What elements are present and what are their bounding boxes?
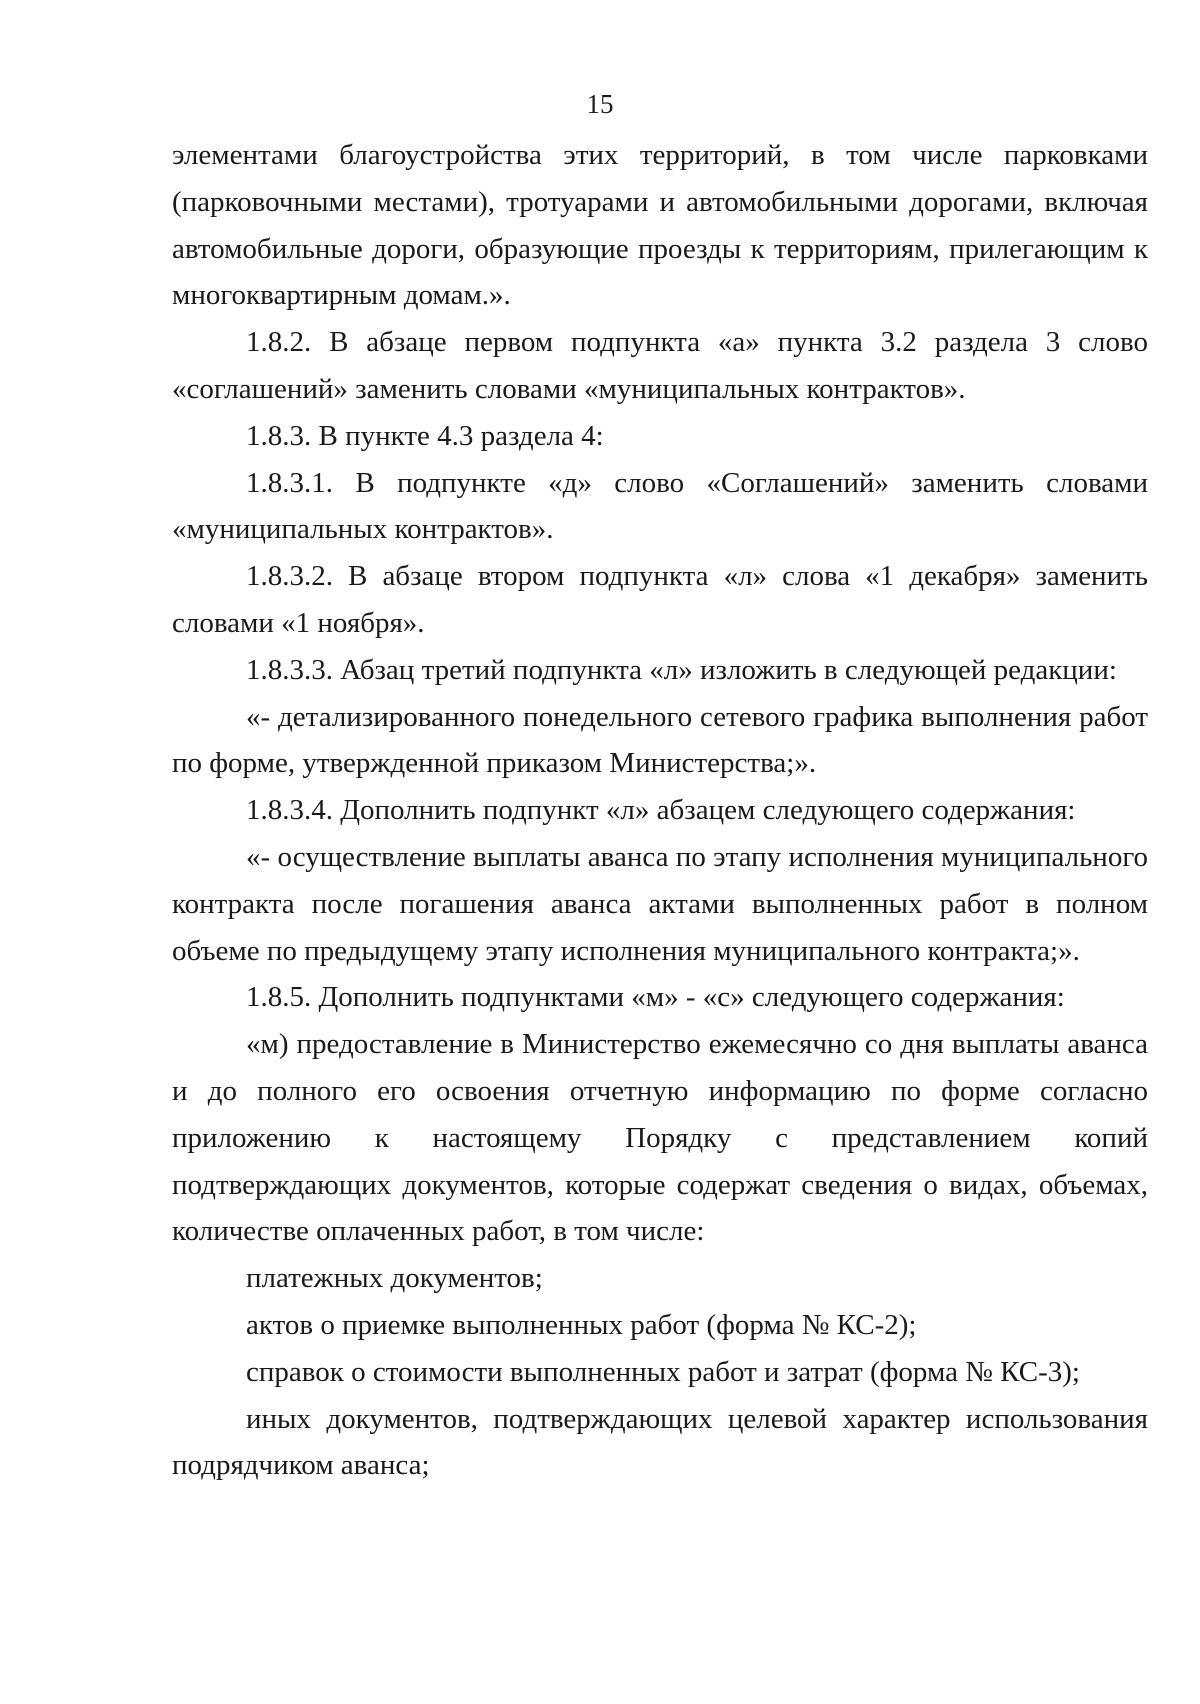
subparagraph-m: «м) предоставление в Министерство ежемесячно со дня выплаты аванса и до полного его освоения отчетную информацию по форме согласно приложению к настоящему Порядку с представлением копий подтверждающих документов, которые содержат сведения о видах, объемах, количестве оплаченных работ, в том числе: [172,1028,1148,1248]
list-item-other-documents: иных документов, подтверждающих целевой характер использования подрядчиком аванса; [172,1402,1148,1482]
paragraph-1-8-3-4: 1.8.3.4. Дополнить подпункт «л» абзацем следующего содержания: [246,794,1076,827]
paragraph-1-8-3-1: 1.8.3.1. В подпункте «д» слово «Соглашений» заменить словами «муниципальных контрактов». [172,466,1148,546]
list-item-ks2-acts: актов о приемке выполненных работ (форма № КС-2); [246,1308,917,1341]
paragraph-continuation: элементами благоустройства этих территорий, в том числе парковками (парковочными местами), тротуарами и автомобильными дорогами, включая автомобильные дороги, образующие проезды к территориям, прилегающим к многоквартирным домам.». [172,139,1148,312]
paragraph-1-8-2: 1.8.2. В абзаце первом подпункта «а» пункта 3.2 раздела 3 слово «соглашений» заменить словами «муниципальных контрактов». [172,326,1148,405]
quoted-paragraph-advance-payment: «- осуществление выплаты аванса по этапу исполнения муниципального контракта после погашения аванса актами выполненных работ в полном объеме по предыдущему этапу исполнения муниципального контракта;». [172,840,1148,967]
document-body [172,132,1148,1489]
paragraph-1-8-3-2: 1.8.3.2. В абзаце втором подпункта «л» слова «1 декабря» заменить словами «1 ноября». [172,560,1148,639]
list-item-payment-documents: платежных документов; [246,1262,543,1295]
paragraph-1-8-5: 1.8.5. Дополнить подпунктами «м» - «с» следующего содержания: [246,981,1065,1014]
quoted-paragraph-network-schedule: «- детализированного понедельного сетевого графика выполнения работ по форме, утвержденной приказом Министерства;». [172,700,1148,780]
paragraph-1-8-3: 1.8.3. В пункте 4.3 раздела 4: [246,419,604,452]
page-number: 15 [586,89,614,119]
list-item-ks3-certificates: справок о стоимости выполненных работ и затрат (форма № КС-3); [246,1355,1080,1388]
paragraph-1-8-3-3: 1.8.3.3. Абзац третий подпункта «л» изложить в следующей редакции: [246,653,1117,686]
